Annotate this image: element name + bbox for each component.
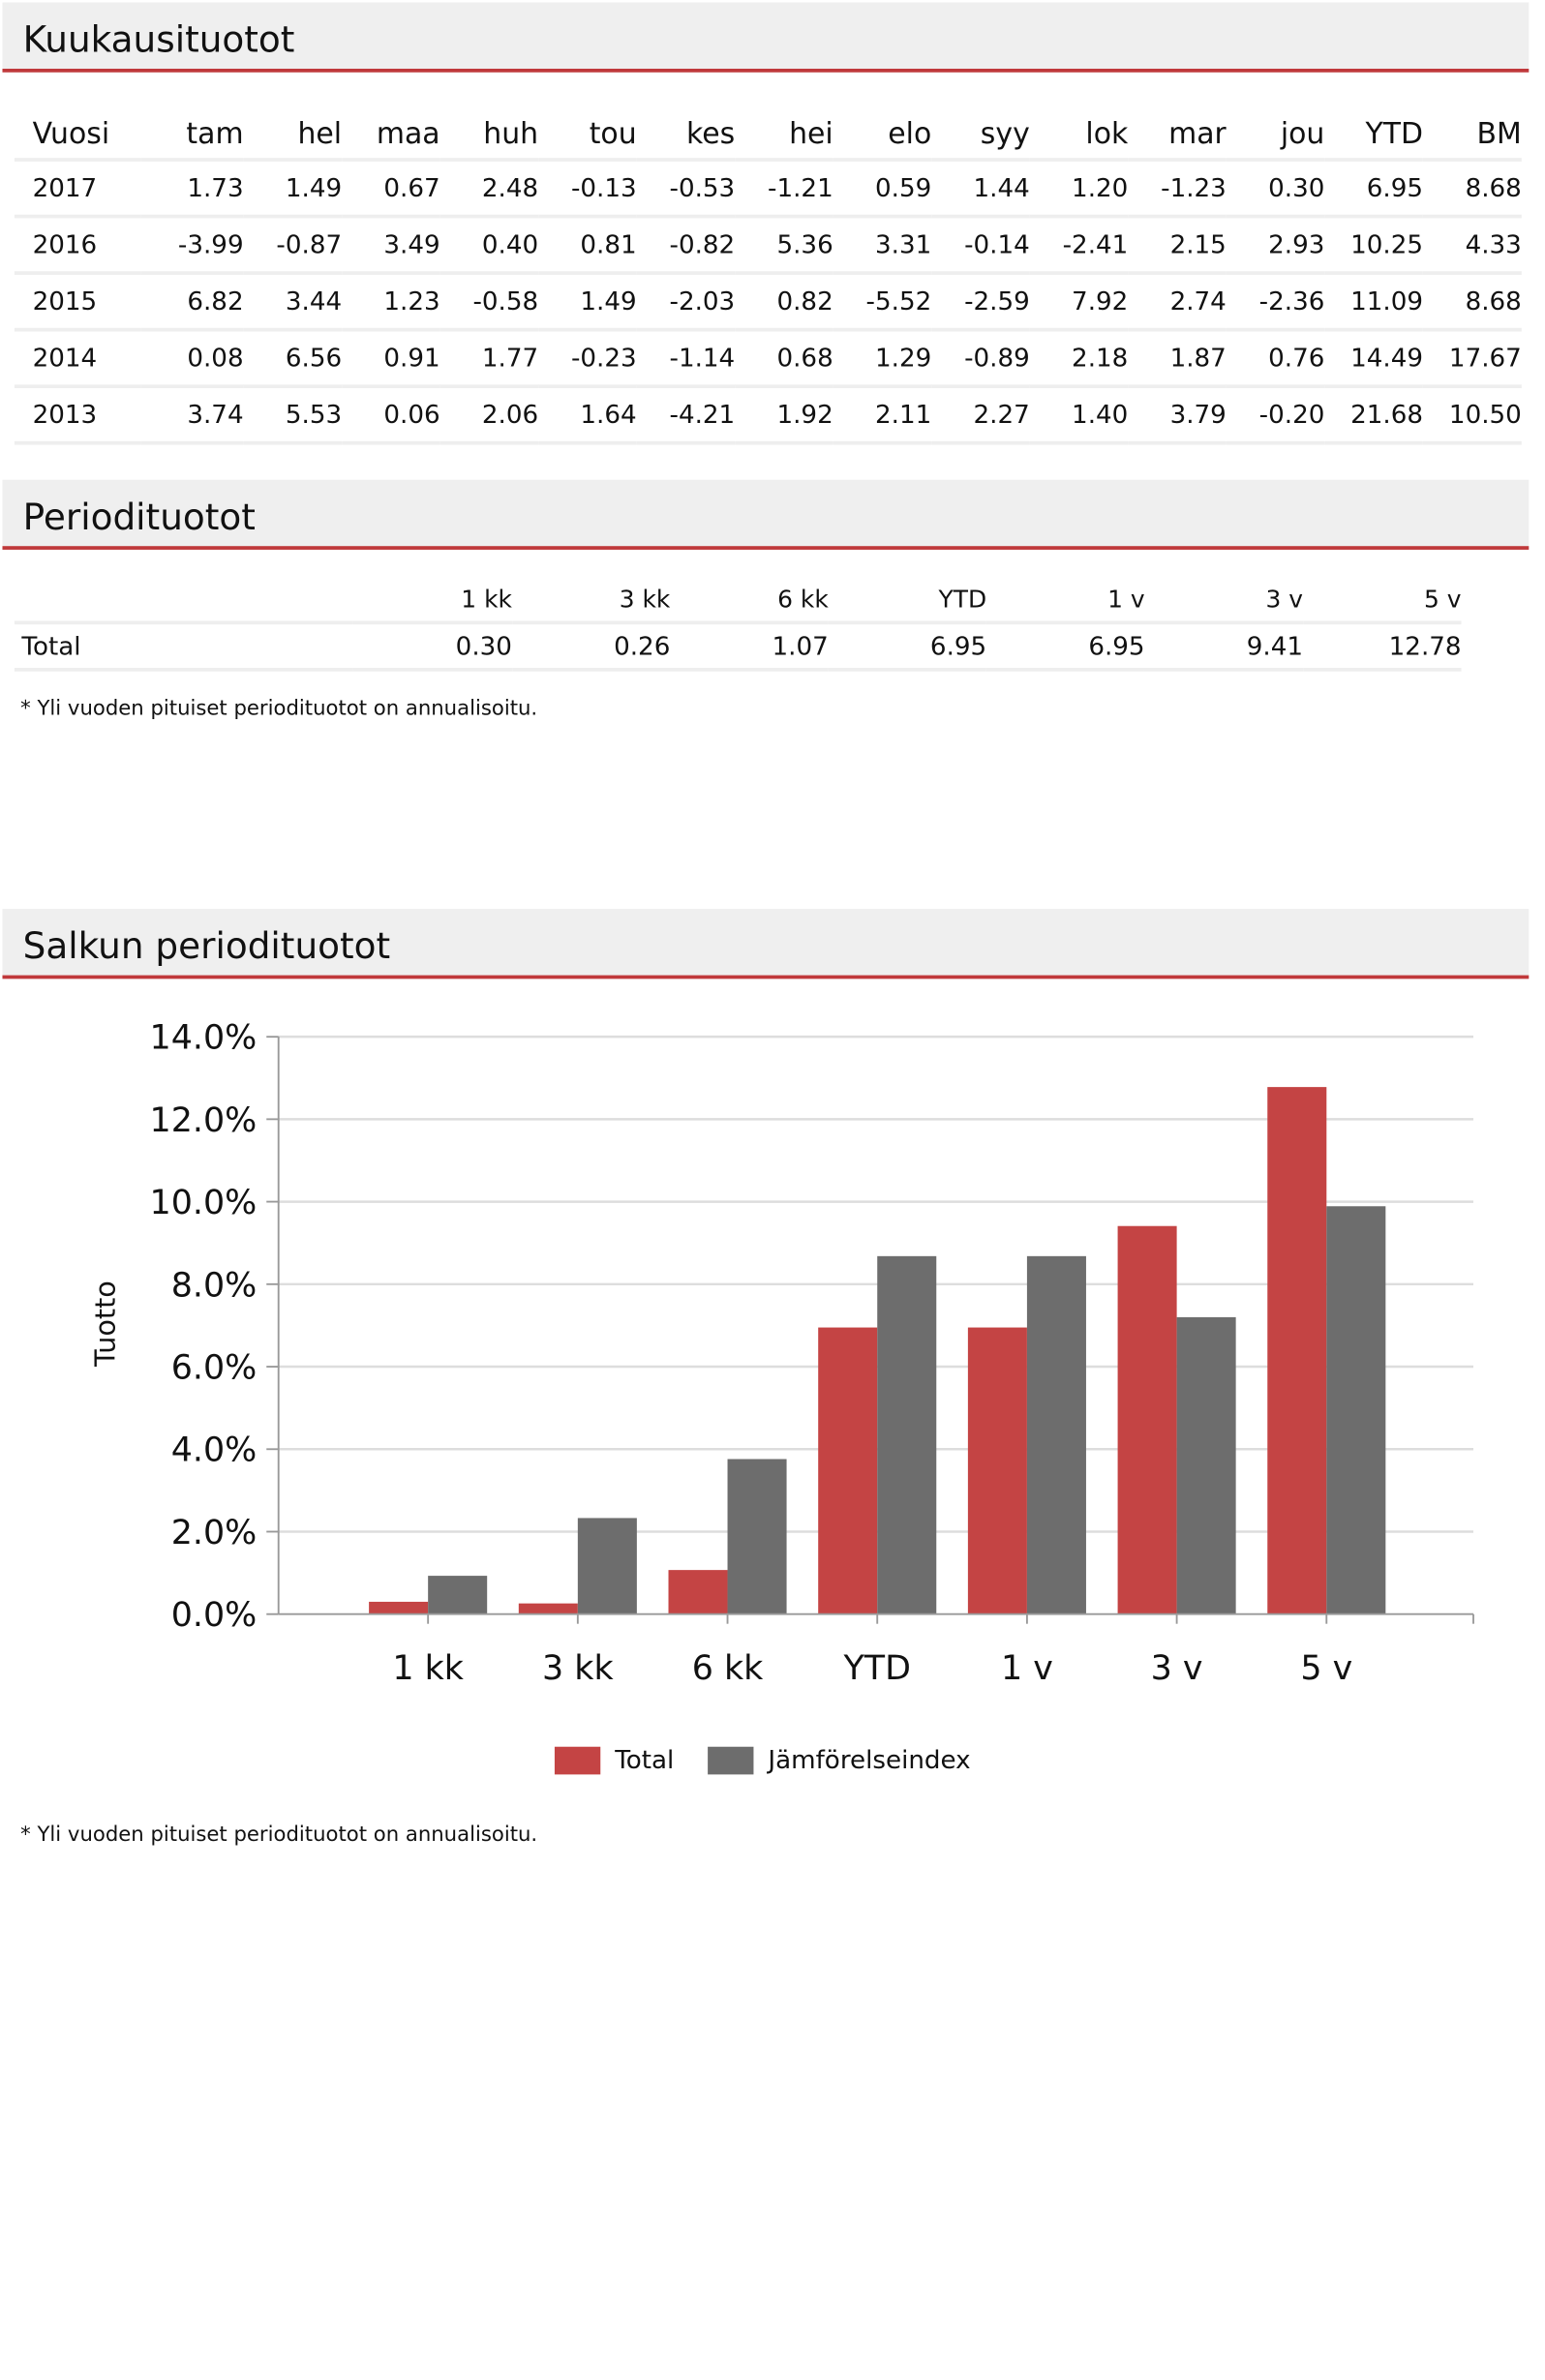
- monthly-table-header-cell: tou: [538, 103, 637, 160]
- monthly-table-cell: 2.74: [1128, 273, 1227, 330]
- period-table-header-cell: [15, 578, 354, 623]
- monthly-table-cell: -0.87: [244, 217, 343, 274]
- period-table-header-cell: 1 v: [986, 578, 1144, 623]
- period-table-cell: 0.30: [354, 622, 512, 670]
- monthly-table-header-cell: hei: [735, 103, 833, 160]
- period-table-cell: 9.41: [1145, 622, 1303, 670]
- monthly-table-cell: 2.15: [1128, 217, 1227, 274]
- monthly-table-cell: 2015: [15, 273, 140, 330]
- monthly-table-header-row: [15, 103, 1522, 160]
- monthly-table-cell: 1.64: [538, 386, 637, 443]
- monthly-table-cell: 0.30: [1227, 160, 1325, 217]
- x-tick-label: 1 kk: [392, 1648, 464, 1688]
- period-table-cell: 1.07: [670, 622, 828, 670]
- x-tick-label: 3 kk: [542, 1648, 614, 1688]
- monthly-table-header-cell: maa: [342, 103, 439, 160]
- x-tick-label: 3 v: [1150, 1648, 1203, 1688]
- monthly-table-cell: -2.03: [637, 273, 736, 330]
- monthly-table-cell: 1.44: [931, 160, 1030, 217]
- monthly-table-cell: 0.76: [1227, 330, 1325, 387]
- period-table-header-cell: YTD: [829, 578, 986, 623]
- monthly-table-cell: 17.67: [1423, 330, 1522, 387]
- monthly-table-cell: 6.82: [140, 273, 243, 330]
- monthly-table-cell: -5.52: [833, 273, 932, 330]
- monthly-table-cell: 1.77: [440, 330, 539, 387]
- monthly-table-cell: 0.91: [342, 330, 439, 387]
- bar-total-3: [818, 1328, 877, 1614]
- monthly-table-header-cell: lok: [1030, 103, 1129, 160]
- monthly-table-cell: -0.58: [440, 273, 539, 330]
- monthly-table-header-cell: tam: [140, 103, 243, 160]
- bar-benchmark-6: [1326, 1206, 1385, 1613]
- monthly-table-cell: -0.20: [1227, 386, 1325, 443]
- period-table-cell: 12.78: [1303, 622, 1462, 670]
- monthly-table-cell: 6.95: [1324, 160, 1423, 217]
- x-tick-label: YTD: [843, 1648, 911, 1688]
- monthly-table-header-cell: jou: [1227, 103, 1325, 160]
- period-table-cell: 6.95: [829, 622, 986, 670]
- y-tick-label: 4.0%: [170, 1431, 258, 1470]
- period-table-cell: Total: [15, 622, 354, 670]
- bar-total-2: [669, 1570, 728, 1614]
- monthly-table-cell: -4.21: [637, 386, 736, 443]
- monthly-table-cell: -1.21: [735, 160, 833, 217]
- legend-label-total: Total: [615, 1745, 675, 1775]
- monthly-table-cell: -0.82: [637, 217, 736, 274]
- monthly-table-cell: 11.09: [1324, 273, 1423, 330]
- monthly-table-header-cell: elo: [833, 103, 932, 160]
- x-tick-label: 6 kk: [691, 1648, 764, 1688]
- x-tick-label: 1 v: [1000, 1648, 1053, 1688]
- monthly-table-cell: 1.49: [538, 273, 637, 330]
- monthly-table-cell: 0.82: [735, 273, 833, 330]
- monthly-table-row: [15, 273, 1522, 330]
- period-table-header-cell: 6 kk: [670, 578, 828, 623]
- bar-benchmark-1: [578, 1518, 637, 1613]
- x-tick-label: 5 v: [1300, 1648, 1353, 1688]
- period-table-header-cell: 3 kk: [512, 578, 670, 623]
- monthly-table-cell: -2.59: [931, 273, 1030, 330]
- y-tick-label: 12.0%: [149, 1100, 258, 1140]
- monthly-table-cell: 2.93: [1227, 217, 1325, 274]
- monthly-table-cell: 2.06: [440, 386, 539, 443]
- monthly-table-cell: 3.49: [342, 217, 439, 274]
- y-tick-label: 0.0%: [170, 1596, 258, 1636]
- monthly-table-cell: 10.50: [1423, 386, 1522, 443]
- y-tick-label: 2.0%: [170, 1513, 258, 1552]
- monthly-table-header-cell: YTD: [1324, 103, 1423, 160]
- bar-benchmark-4: [1027, 1256, 1086, 1614]
- bar-total-6: [1267, 1087, 1326, 1614]
- monthly-table-cell: 0.40: [440, 217, 539, 274]
- monthly-table-cell: 3.74: [140, 386, 243, 443]
- monthly-table-cell: 1.29: [833, 330, 932, 387]
- monthly-table-cell: -0.23: [538, 330, 637, 387]
- period-section-header: [2, 480, 1529, 550]
- bar-benchmark-5: [1177, 1317, 1236, 1614]
- monthly-table-cell: -3.99: [140, 217, 243, 274]
- monthly-table-cell: 2017: [15, 160, 140, 217]
- monthly-table-cell: 0.81: [538, 217, 637, 274]
- y-tick-label: 14.0%: [149, 1018, 258, 1058]
- bar-benchmark-0: [428, 1576, 487, 1614]
- monthly-table-cell: 1.20: [1030, 160, 1129, 217]
- monthly-table-row: [15, 217, 1522, 274]
- monthly-table-header-cell: huh: [440, 103, 539, 160]
- monthly-table-cell: -0.89: [931, 330, 1030, 387]
- y-tick-label: 8.0%: [170, 1266, 258, 1306]
- y-tick-label: 10.0%: [149, 1184, 258, 1223]
- monthly-table-cell: 2014: [15, 330, 140, 387]
- monthly-table-header-cell: BM: [1423, 103, 1522, 160]
- monthly-table-cell: 2.48: [440, 160, 539, 217]
- period-table-header-cell: 3 v: [1145, 578, 1303, 623]
- monthly-table-cell: 1.92: [735, 386, 833, 443]
- monthly-table-cell: 8.68: [1423, 273, 1522, 330]
- monthly-table-cell: 0.06: [342, 386, 439, 443]
- monthly-section-title: Kuukausituotot: [22, 18, 295, 62]
- monthly-table-cell: 1.49: [244, 160, 343, 217]
- monthly-table-cell: 1.40: [1030, 386, 1129, 443]
- bar-benchmark-2: [728, 1459, 787, 1613]
- portfolio-footnote: * Yli vuoden pituiset periodituotot on annualisoitu.: [20, 1823, 538, 1848]
- y-axis-label: Tuotto: [88, 1280, 122, 1367]
- monthly-section-header: [2, 2, 1529, 72]
- period-returns-bar-chart: [0, 1001, 1531, 1724]
- monthly-table-cell: 0.08: [140, 330, 243, 387]
- monthly-table-cell: -2.41: [1030, 217, 1129, 274]
- period-table-header-row: [15, 578, 1462, 623]
- monthly-table-cell: 0.67: [342, 160, 439, 217]
- monthly-table-header-cell: kes: [637, 103, 736, 160]
- monthly-table-header-cell: hel: [244, 103, 343, 160]
- bar-total-0: [369, 1602, 428, 1614]
- legend-swatch-benchmark: [708, 1747, 753, 1775]
- monthly-table-cell: 0.59: [833, 160, 932, 217]
- period-table-row: [15, 622, 1462, 670]
- monthly-table-cell: 1.23: [342, 273, 439, 330]
- monthly-table-row: [15, 386, 1522, 443]
- period-table-cell: 6.95: [986, 622, 1144, 670]
- monthly-table-cell: 0.68: [735, 330, 833, 387]
- monthly-table-cell: 2013: [15, 386, 140, 443]
- monthly-table-header-cell: Vuosi: [15, 103, 140, 160]
- monthly-table-cell: 3.31: [833, 217, 932, 274]
- monthly-table-cell: 3.79: [1128, 386, 1227, 443]
- monthly-table-cell: 2.27: [931, 386, 1030, 443]
- y-tick-label: 6.0%: [170, 1348, 258, 1388]
- bar-benchmark-3: [877, 1256, 936, 1614]
- portfolio-section-header: [2, 909, 1529, 979]
- monthly-table-cell: 8.68: [1423, 160, 1522, 217]
- monthly-table-row: [15, 160, 1522, 217]
- monthly-table-row: [15, 330, 1522, 387]
- monthly-table-cell: 21.68: [1324, 386, 1423, 443]
- monthly-table-header-cell: syy: [931, 103, 1030, 160]
- monthly-table-cell: 4.33: [1423, 217, 1522, 274]
- monthly-table-cell: 5.53: [244, 386, 343, 443]
- period-section-title: Periodituotot: [22, 497, 256, 539]
- legend-swatch-total: [555, 1747, 600, 1775]
- monthly-table-cell: 1.87: [1128, 330, 1227, 387]
- monthly-table-cell: 2.18: [1030, 330, 1129, 387]
- bar-total-5: [1118, 1226, 1177, 1614]
- portfolio-section-title: Salkun periodituotot: [22, 925, 391, 969]
- monthly-table-cell: 2016: [15, 217, 140, 274]
- legend-label-benchmark: Jämförelseindex: [768, 1745, 971, 1775]
- bar-total-4: [968, 1328, 1027, 1614]
- monthly-table-cell: -1.14: [637, 330, 736, 387]
- period-table-header-cell: 5 v: [1303, 578, 1462, 623]
- monthly-table-cell: 14.49: [1324, 330, 1423, 387]
- monthly-table-cell: 7.92: [1030, 273, 1129, 330]
- monthly-table-cell: -2.36: [1227, 273, 1325, 330]
- monthly-table-cell: 10.25: [1324, 217, 1423, 274]
- monthly-table-header-cell: mar: [1128, 103, 1227, 160]
- period-table-header-cell: 1 kk: [354, 578, 512, 623]
- monthly-table-cell: 2.11: [833, 386, 932, 443]
- monthly-table-cell: -0.13: [538, 160, 637, 217]
- monthly-table-cell: 1.73: [140, 160, 243, 217]
- monthly-table-cell: 5.36: [735, 217, 833, 274]
- monthly-table-cell: -1.23: [1128, 160, 1227, 217]
- period-table-cell: 0.26: [512, 622, 670, 670]
- bar-total-1: [519, 1604, 578, 1614]
- monthly-table-cell: -0.53: [637, 160, 736, 217]
- monthly-returns-table: [15, 103, 1522, 445]
- monthly-table-cell: -0.14: [931, 217, 1030, 274]
- monthly-table-cell: 6.56: [244, 330, 343, 387]
- period-footnote: * Yli vuoden pituiset periodituotot on annualisoitu.: [20, 696, 538, 721]
- monthly-table-cell: 3.44: [244, 273, 343, 330]
- period-returns-table: [15, 578, 1462, 672]
